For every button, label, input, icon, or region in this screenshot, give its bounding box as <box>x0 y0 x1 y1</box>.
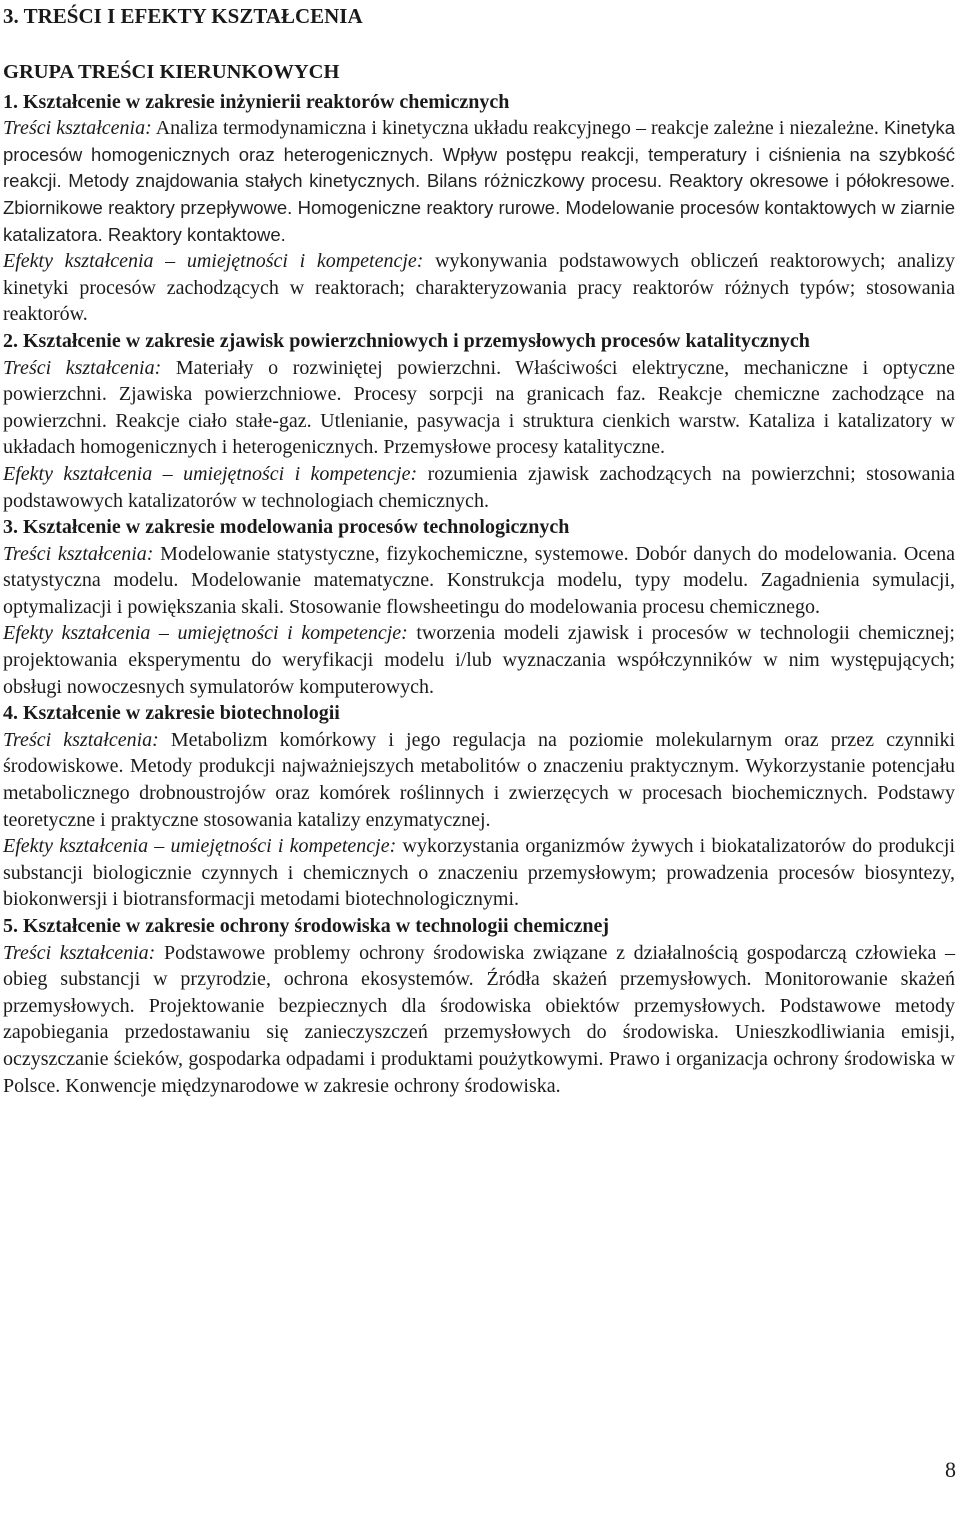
section-effects <box>3 248 955 328</box>
content-label: Treści kształcenia: <box>3 117 152 140</box>
effects-text: wykorzystania organizmów żywych i biokatalizatorów do produkcji substancji biologicznie czynnych i chemicznych o znaczeniu przemysłowym; prowadzenia procesów biosyntezy, biokonwersji i biotransformacji metodami biotechnologicznymi. <box>3 835 955 911</box>
section-title: 2. Kształcenie w zakresie zjawisk powierzchniowych i przemysłowych procesów katalitycznych <box>3 329 810 352</box>
content-text-continued: Kinetyka procesów homogenicznych oraz heterogenicznych. Wpływ postępu reakcji, temperatury i ciśnienia na szybkość reakcji. Metody znajdowania stałych kinetycznych. Bilans różniczkowy procesu. Reaktory okresowe i półokresowe. Zbiornikowe reaktory przepływowe. Homogeniczne reaktory rurowe. Modelowanie procesów kontaktowych w ziarnie katalizatora. Reaktory kontaktowe. <box>3 117 955 245</box>
section-effects <box>3 620 955 700</box>
content-label: Treści kształcenia: <box>3 356 162 379</box>
section-5 <box>3 913 955 1099</box>
effects-text: wykonywania podstawowych obliczeń reaktorowych; analizy kinetyki procesów zachodzących w reaktorach; charakteryzowania pracy reaktorów różnych typów; stosowania reaktorów. <box>3 250 955 326</box>
content-text: Metabolizm komórkowy i jego regulacja na poziomie molekularnym oraz przez czynniki środowiskowe. Metody produkcji najważniejszych metabolitów o znaczeniu praktycznym. Wykorzystanie potencjału metabolicznego drobnoustrojów oraz komórek roślinnych i zwierzęcych w procesach biochemicznych. Podstawy teoretyczne i praktyczne stosowania katalizy enzymatycznej. <box>3 728 955 831</box>
section-1 <box>3 89 955 328</box>
effects-label: Efekty kształcenia – umiejętności i kompetencje: <box>3 462 418 485</box>
content-text: Modelowanie statystyczne, fizykochemiczne, systemowe. Dobór danych do modelowania. Ocena statystyczna modelu. Modelowanie matematyczne. Konstrukcja modelu, typy modelu. Zagadnienia symulacji, optymalizacji i powiększania skali. Stosowanie flowsheetingu do modelowania procesu chemicznego. <box>3 542 956 618</box>
content-label: Treści kształcenia: <box>3 941 156 964</box>
section-title: 1. Kształcenie w zakresie inżynierii reaktorów chemicznych <box>3 90 510 113</box>
section-content <box>3 115 955 248</box>
section-3 <box>3 514 955 700</box>
effects-text: rozumienia zjawisk zachodzących na powierzchni; stosowania podstawowych katalizatorów w technologiach chemicznych. <box>3 462 955 512</box>
page-number: 8 <box>945 1457 956 1482</box>
section-2 <box>3 328 955 514</box>
effects-label: Efekty kształcenia – umiejętności i kompetencje: <box>3 835 397 858</box>
content-text: Podstawowe problemy ochrony środowiska związane z działalnością gospodarczą człowieka – obieg substancji w przyrodzie, ochrona ekosystemów. Źródła skażeń przemysłowych. Monitorowanie skażeń przemysłowych. Projektowanie bezpiecznych dla środowiska obiektów przemysłowych. Podstawowe metody zapobiegania przedostawaniu się zanieczyszczeń przemysłowych do środowiska. Unieszkodliwiania emisji, oczyszczanie ścieków, gospodarka odpadami i produktami poużytkowymi. Prawo i organizacja ochrony środowiska w Polsce. Konwencje międzynarodowe w zakresie ochrony środowiska. <box>3 941 955 1097</box>
page-heading: 3. TREŚCI I EFEKTY KSZTAŁCENIA <box>3 4 363 28</box>
section-effects <box>3 461 955 514</box>
content-text: Materiały o rozwiniętej powierzchni. Właściwości elektryczne, mechaniczne i optyczne powierzchni. Zjawiska powierzchniowe. Procesy sorpcji na granicach faz. Reakcje chemiczne zachodzące na powierzchni. Reakcje ciało stałe-gaz. Utlenianie, pasywacja i struktura cienkich warstw. Kataliza i katalizatory w układach homogenicznych i heterogenicznych. Przemysłowe procesy katalityczne. <box>3 356 955 459</box>
section-content <box>3 727 955 833</box>
section-content <box>3 355 955 461</box>
section-title: 5. Kształcenie w zakresie ochrony środowiska w technologii chemicznej <box>3 915 610 937</box>
content-label: Treści kształcenia: <box>3 728 159 751</box>
section-effects <box>3 833 955 913</box>
effects-label: Efekty kształcenia – umiejętności i kompetencje: <box>3 622 408 645</box>
section-content <box>3 940 955 1100</box>
effects-label: Efekty kształcenia – umiejętności i kompetencje: <box>3 250 424 273</box>
content-text: Analiza termodynamiczna i kinetyczna układu reakcyjnego – reakcje zależne i niezależne. <box>151 117 879 140</box>
document-body <box>3 59 955 1099</box>
group-title: GRUPA TREŚCI KIERUNKOWYCH <box>3 61 340 83</box>
section-title: 4. Kształcenie w zakresie biotechnologii <box>3 702 340 725</box>
section-title: 3. Kształcenie w zakresie modelowania procesów technologicznych <box>3 516 570 539</box>
section-content <box>3 541 955 621</box>
effects-text: tworzenia modeli zjawisk i procesów w technologii chemicznej; projektowania eksperymentu do weryfikacji modelu i/lub wyznaczania współczynników w nim występujących; obsługi nowoczesnych symulatorów komputerowych. <box>3 622 955 698</box>
content-label: Treści kształcenia: <box>3 542 154 565</box>
section-4 <box>3 700 955 913</box>
